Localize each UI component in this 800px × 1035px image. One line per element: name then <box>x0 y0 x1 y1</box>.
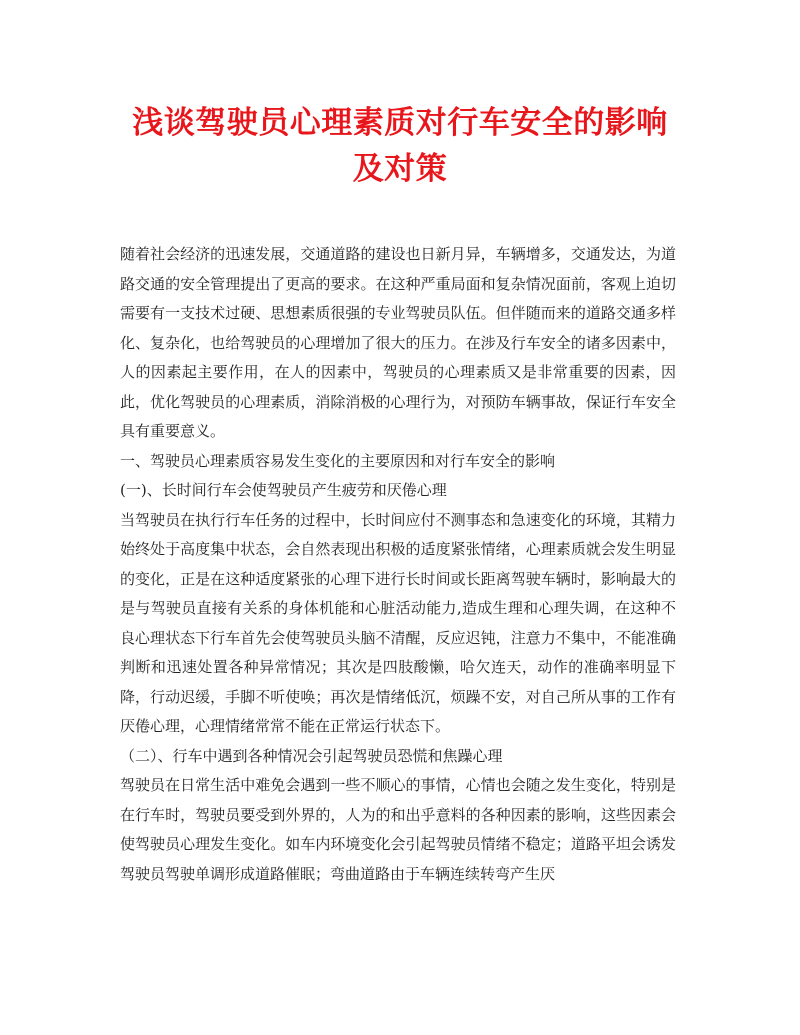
subsection-heading-1: (一)、长时间行车会使驾驶员产生疲劳和厌倦心理 <box>120 481 447 499</box>
subsection-paragraph-1: 当驾驶员在执行行车任务的过程中，长时间应付不测事态和急速变化的环境，其精力始终处于高度集中状态，会自然表现出积极的适度紧张情绪，心理素质就会发生明显的变化，正是在这种适度紧张的心理下进行长时间或长距离驾驶车辆时，影响最大的是与驾驶员直接有关系的身体机能和心脏活动能力,造成生理和心理失调，在这种不良心理状态下行车首先会使驾驶员头脑不清醒，反应迟钝，注意力不集中，不能准确判断和迅速处置各种异常情况；其次是四肢酸懒，哈欠连天，动作的准确率明显下降，行动迟缓，手脚不听使唤；再次是情绪低沉，烦躁不安，对自己所从事的工作有厌倦心理，心理情绪常常不能在正常运行状态下。 <box>120 510 676 735</box>
document-body <box>120 240 676 889</box>
subsection-paragraph-2: 驾驶员在日常生活中难免会遇到一些不顺心的事情，心情也会随之发生变化，特别是在行车时，驾驶员要受到外界的，人为的和出乎意料的各种因素的影响，这些因素会使驾驶员心理发生变化。如车内环境变化会引起驾驶员情绪不稳定；道路平坦会诱发驾驶员驾驶单调形成道路催眠；弯曲道路由于车辆连续转弯产生厌 <box>120 776 676 883</box>
section-heading: 一、驾驶员心理素质容易发生变化的主要原因和对行车安全的影响 <box>120 451 556 470</box>
subsection-heading-2: （二）、行车中遇到各种情况会引起驾驶员恐慌和焦躁心理 <box>120 746 503 765</box>
document-title: 浅谈驾驶员心理素质对行车安全的影响及对策 <box>132 105 668 187</box>
intro-paragraph: 随着社会经济的迅速发展，交通道路的建设也日新月异，车辆增多，交通发达，为道路交通的安全管理提出了更高的要求。在这种严重局面和复杂情况面前，客观上迫切需要有一支技术过硬、思想素质很强的专业驾驶员队伍。但伴随而来的道路交通多样化、复杂化，也给驾驶员的心理增加了很大的压力。在涉及行车安全的诸多因素中，人的因素起主要作用，在人的因素中，驾驶员的心理素质又是非常重要的因素，因此，优化驾驶员的心理素质，消除消极的心理行为，对预防车辆事故，保证行车安全具有重要意义。 <box>120 245 676 440</box>
